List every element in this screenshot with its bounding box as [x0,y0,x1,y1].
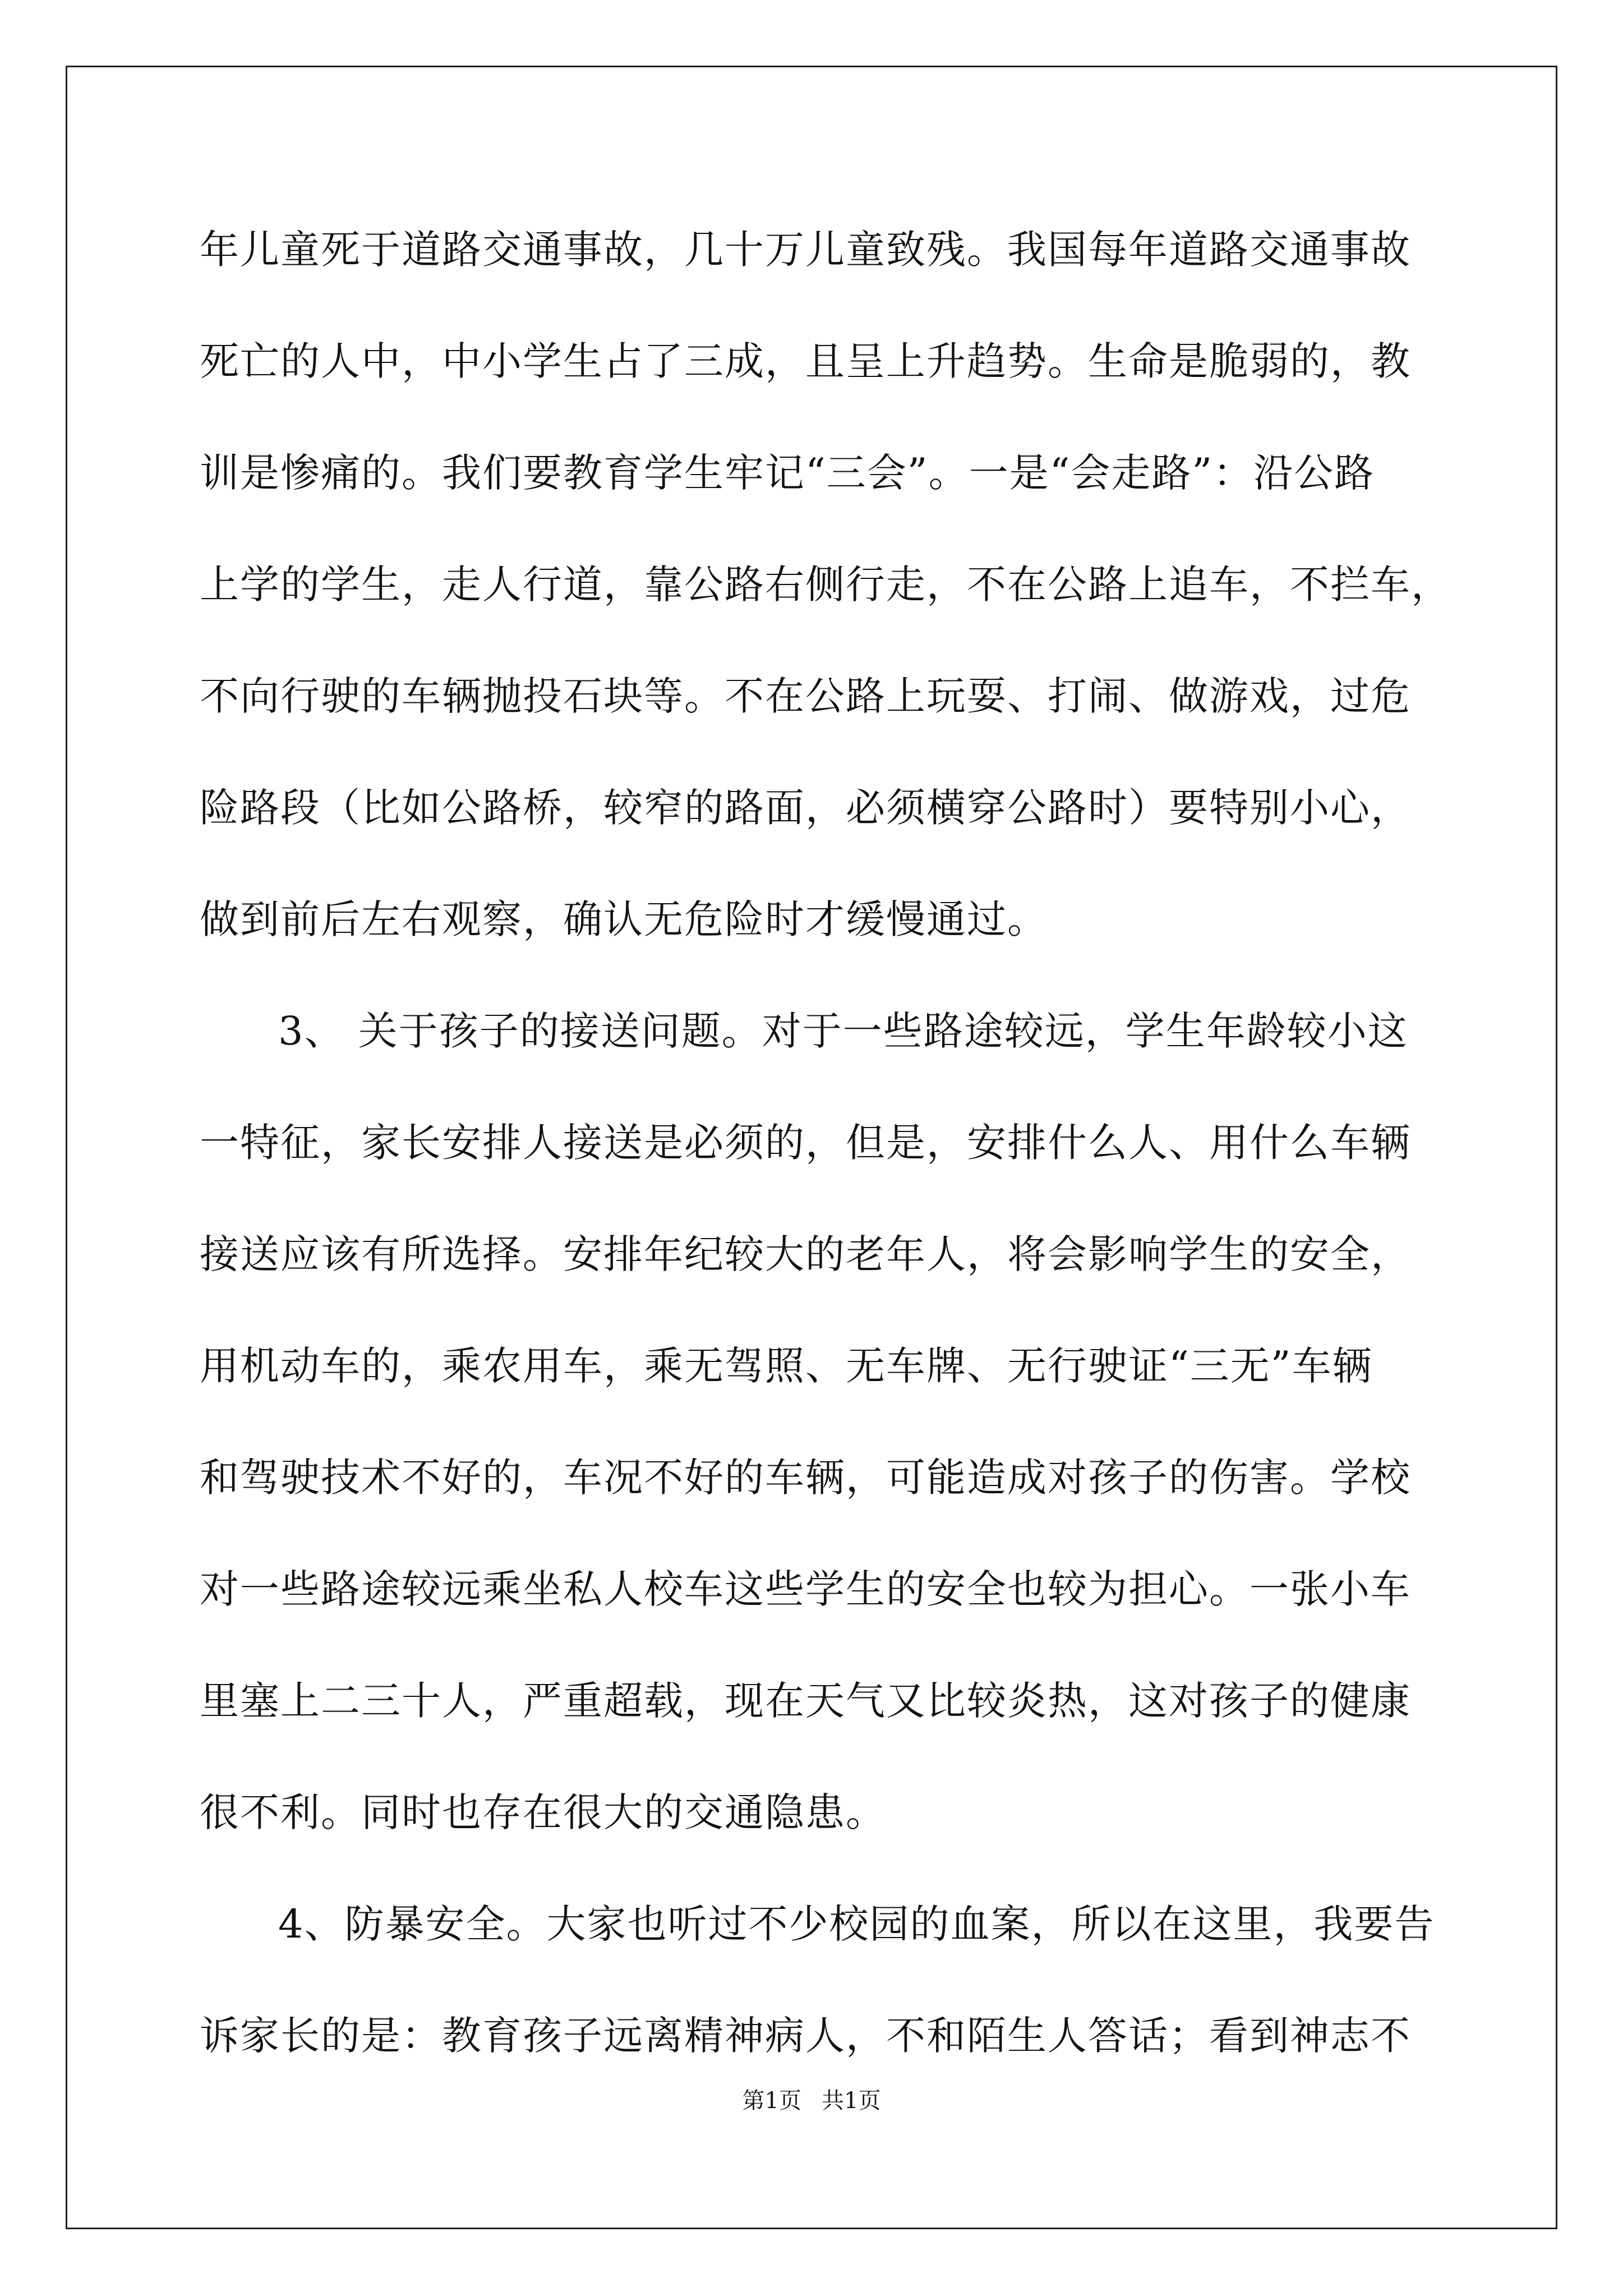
text-line: 诉家长的是：教育孩子远离精神病人，不和陌生人答话；看到神志不 [200,2013,1411,2059]
text-line: 做到前后左右观察，确认无危险时才缓慢通过。 [200,896,1048,942]
page-number-total: 共1页 [822,2088,881,2114]
page-number-current: 第1页 [742,2088,801,2114]
paragraph-first-line: 4、防暴安全。大家也听过不少校园的血案，所以在这里，我要告 [278,1901,1435,1947]
text-line: 上学的学生，走人行道，靠公路右侧行走，不在公路上追车，不拦车， [200,562,1451,608]
text-line: 用机动车的，乘农用车，乘无驾照、无车牌、无行驶证“三无”车辆 [200,1343,1373,1389]
text-line: 一特征，家长安排人接送是必须的，但是，安排什么人、用什么车辆 [200,1120,1411,1166]
text-line: 不向行驶的车辆抛投石块等。不在公路上玩耍、打闹、做游戏，过危 [200,673,1411,719]
text-line: 很不利。同时也存在很大的交通隐患。 [200,1789,886,1835]
text-line: 年儿童死于道路交通事故，几十万儿童致残。我国每年道路交通事故 [200,227,1411,273]
text-line: 接送应该有所选择。安排年纪较大的老年人，将会影响学生的安全， [200,1231,1411,1277]
text-line: 训是惨痛的。我们要教育学生牢记“三会”。一是“会走路”：沿公路 [200,450,1375,496]
text-line: 死亡的人中，中小学生占了三成，且呈上升趋势。生命是脆弱的，教 [200,338,1411,384]
text-line: 对一些路途较远乘坐私人校车这些学生的安全也较为担心。一张小车 [200,1566,1411,1612]
page-footer [0,2087,1623,2115]
text-line: 里塞上二三十人，严重超载，现在天气又比较炎热，这对孩子的健康 [200,1678,1411,1724]
paragraph-first-line: 3、 关于孩子的接送问题。对于一些路途较远，学生年龄较小这 [278,1008,1408,1054]
text-line: 和驾驶技术不好的，车况不好的车辆，可能造成对孩子的伤害。学校 [200,1455,1411,1501]
text-line: 险路段（比如公路桥，较窄的路面，必须横穿公路时）要特别小心， [200,785,1411,831]
